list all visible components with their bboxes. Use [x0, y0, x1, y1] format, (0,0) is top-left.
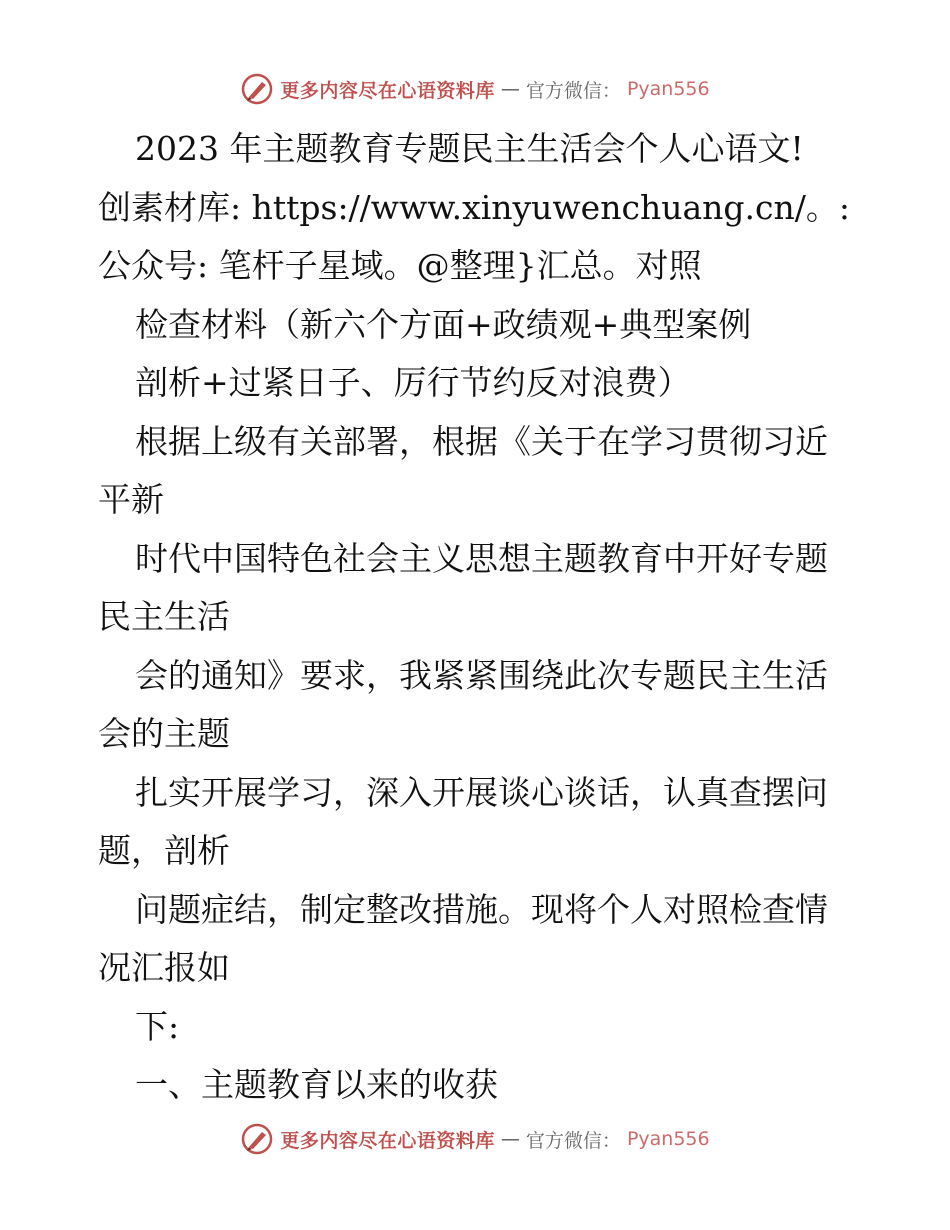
doc-line: 民主生活 [98, 597, 230, 636]
watermark-text: 更多内容尽在心语资料库 [280, 1129, 495, 1152]
footer-watermark [0, 1122, 950, 1156]
doc-line: 剖析+过紧日子、厉行节约反对浪费） [135, 363, 691, 402]
doc-line: 下: [135, 1006, 180, 1046]
doc-line: 平新 [98, 480, 164, 519]
doc-line: 创素材库: https://www.xinyuwenchuang.cn/。: [98, 187, 850, 227]
doc-line: 检查材料（新六个方面+政绩观+典型案例 [135, 304, 752, 344]
doc-line: 扎实开展学习，深入开展谈心谈话，认真查摆问 [135, 772, 828, 812]
doc-line: 时代中国特色社会主义思想主题教育中开好专题 [135, 538, 828, 578]
watermark-id: Pyan556 [626, 78, 710, 100]
document-body [98, 120, 858, 1115]
watermark-label: 官方微信： [525, 1129, 621, 1152]
doc-line: 公众号: 笔杆子星域。@整理}汇总。对照 [98, 246, 702, 285]
doc-line: 2023 年主题教育专题民主生活会个人心语文! [135, 129, 804, 168]
header-watermark [0, 72, 950, 106]
section-heading: 一、主题教育以来的收获 [135, 1065, 498, 1104]
pen-logo-icon [240, 72, 274, 106]
doc-line: 问题症结，制定整改措施。现将个人对照检查情 [135, 889, 828, 929]
doc-line: 根据上级有关部署，根据《关于在学习贯彻习近 [135, 421, 828, 461]
watermark-id: Pyan556 [626, 1128, 710, 1150]
watermark-text: 更多内容尽在心语资料库 [280, 79, 495, 102]
pen-logo-icon [240, 1122, 274, 1156]
watermark-label: 官方微信： [525, 79, 621, 102]
watermark-dash: — [500, 1128, 520, 1150]
doc-line: 题，剖析 [98, 831, 230, 870]
doc-line: 会的主题 [98, 714, 230, 753]
doc-line: 会的通知》要求，我紧紧围绕此次专题民主生活 [135, 655, 828, 695]
doc-line: 况汇报如 [98, 948, 230, 987]
watermark-dash: — [500, 78, 520, 100]
